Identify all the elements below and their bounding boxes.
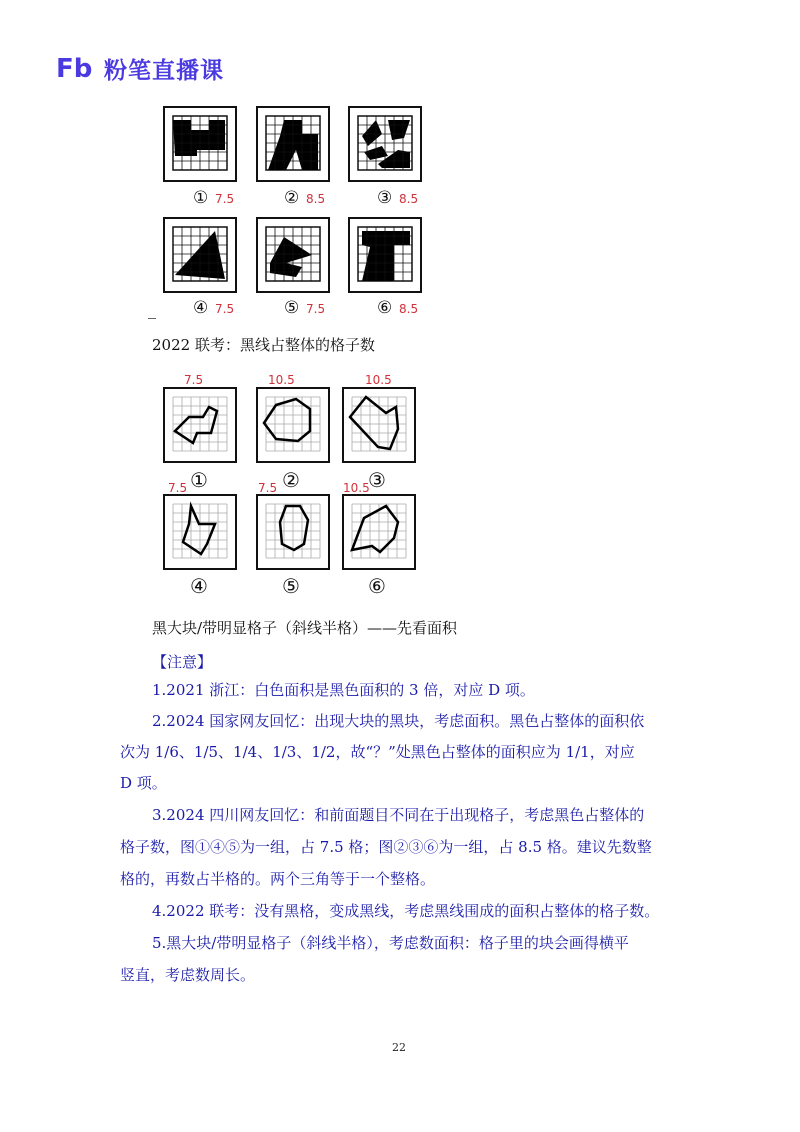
figure1-value-4: 7.5 bbox=[215, 302, 235, 316]
brand-name: 粉笔直播课 bbox=[104, 57, 224, 84]
figure1-marker-6: ⑥ bbox=[377, 298, 393, 318]
figure2-box-2 bbox=[256, 387, 330, 463]
figure2-marker-4: ④ bbox=[190, 574, 208, 598]
notes-heading: 【注意】 bbox=[152, 653, 213, 671]
figure2-value-1: 7.5 bbox=[184, 373, 204, 387]
caption-black-block: 黑大块/带明显格子（斜线半格）——先看面积 bbox=[152, 619, 458, 637]
note-line-5: 3.2024 四川网友回忆：和前面题目不同在于出现格子，考虑黑色占整体的 bbox=[152, 806, 645, 824]
figure1-marker-5: ⑤ bbox=[284, 298, 300, 318]
note-line-6: 格子数，图①④⑤为一组，占 7.5 格；图②③⑥为一组，占 8.5 格。建议先数整 bbox=[120, 838, 652, 856]
figure2-marker-1: ① bbox=[190, 468, 208, 492]
figure2-value-6: 10.5 bbox=[343, 481, 370, 495]
figure1-box-4 bbox=[163, 217, 237, 293]
figure1-marker-2: ② bbox=[284, 188, 300, 208]
note-line-8: 4.2022 联考：没有黑格，变成黑线，考虑黑线围成的面积占整体的格子数。 bbox=[152, 902, 660, 920]
figure1-box-2 bbox=[256, 106, 330, 182]
brand-logo bbox=[56, 52, 224, 84]
divider-dash bbox=[148, 318, 156, 319]
figure1-value-6: 8.5 bbox=[399, 302, 419, 316]
caption-2022-lianka: 2022 联考：黑线占整体的格子数 bbox=[152, 336, 375, 354]
figure1-box-6 bbox=[348, 217, 422, 293]
figure1-value-1: 7.5 bbox=[215, 192, 235, 206]
figure1-marker-4: ④ bbox=[193, 298, 209, 318]
figure2-marker-2: ② bbox=[282, 468, 300, 492]
note-line-4: D 项。 bbox=[120, 774, 167, 792]
figure1-value-2: 8.5 bbox=[306, 192, 326, 206]
figure1-box-3 bbox=[348, 106, 422, 182]
figure2-value-4: 7.5 bbox=[168, 481, 188, 495]
figure2-value-3: 10.5 bbox=[365, 373, 392, 387]
figure2-marker-3: ③ bbox=[368, 468, 386, 492]
note-line-9: 5.黑大块/带明显格子（斜线半格），考虑数面积：格子里的块会画得横平 bbox=[152, 934, 629, 952]
figure2-marker-6: ⑥ bbox=[368, 574, 386, 598]
figure2-marker-5: ⑤ bbox=[282, 574, 300, 598]
figure1-box-5 bbox=[256, 217, 330, 293]
note-line-1: 1.2021 浙江：白色面积是黑色面积的 3 倍，对应 D 项。 bbox=[152, 681, 535, 699]
figure2-value-5: 7.5 bbox=[258, 481, 278, 495]
figure2-box-6 bbox=[342, 494, 416, 570]
note-line-10: 竖直，考虑数周长。 bbox=[120, 966, 256, 984]
figure1-value-3: 8.5 bbox=[399, 192, 419, 206]
figure2-box-4 bbox=[163, 494, 237, 570]
figure1-marker-1: ① bbox=[193, 188, 209, 208]
figure1-box-1 bbox=[163, 106, 237, 182]
figure1-value-5: 7.5 bbox=[306, 302, 326, 316]
note-line-3: 次为 1/6、1/5、1/4、1/3、1/2，故“？”处黑色占整体的面积应为 1/1，对应 bbox=[120, 743, 635, 761]
figure2-box-1 bbox=[163, 387, 237, 463]
figure2-box-3 bbox=[342, 387, 416, 463]
svg-text:Fb: Fb bbox=[56, 54, 93, 82]
figure1-marker-3: ③ bbox=[377, 188, 393, 208]
fb-logo-icon bbox=[56, 54, 96, 82]
figure2-box-5 bbox=[256, 494, 330, 570]
page-number: 22 bbox=[392, 1041, 406, 1054]
note-line-2: 2.2024 国家网友回忆：出现大块的黑块，考虑面积。黑色占整体的面积依 bbox=[152, 712, 645, 730]
note-line-7: 格的，再数占半格的。两个三角等于一个整格。 bbox=[120, 870, 436, 888]
figure2-value-2: 10.5 bbox=[268, 373, 295, 387]
